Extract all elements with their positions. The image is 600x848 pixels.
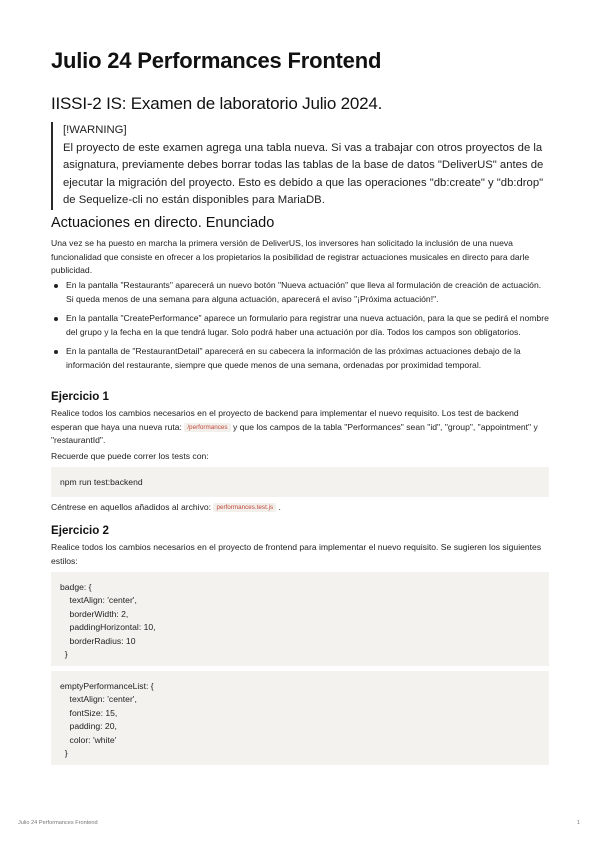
code-line: color: 'white'	[60, 734, 117, 745]
section-heading: Actuaciones en directo. Enunciado	[51, 215, 275, 231]
code-line: paddingHorizontal: 10,	[60, 622, 156, 633]
test-file-inline-code: performances.test.js	[213, 503, 276, 512]
code-line: textAlign: 'center',	[60, 694, 137, 705]
run-tests-paragraph: Recuerde que puede correr los tests con:	[51, 451, 209, 461]
bullet-icon	[54, 317, 58, 321]
code-line: }	[60, 649, 68, 660]
list-item-text: En la pantalla de "RestaurantDetail" aparecerá en su cabecera la información de las próximas actuaciones debajo de la información del restaurante, siempre que quede menos de una semana, ordenadas por proximidad temporal.	[66, 346, 521, 370]
code-line: padding: 20,	[60, 721, 117, 732]
route-inline-code: /performances	[184, 423, 230, 432]
warning-tag: [!WARNING]	[63, 124, 127, 136]
exercise-1-text-a: Realice todos los cambios necesarios en el proyecto de backend para implementar el nuevo requisito. Los test de backend esperan que haya una nueva ruta:	[51, 408, 519, 432]
page-subtitle: IISSI-2 IS: Examen de laboratorio Julio 2024.	[51, 94, 383, 113]
exercise-1-paragraph	[51, 407, 549, 448]
intro-paragraph: Una vez se ha puesto en marcha la primera versión de DeliverUS, los inversores han solicitado la inclusión de una nueva funcionalidad que consiste en ofrecer a los propietarios la posibilidad de registrar actuaciones musicales en directo para darle publicidad.	[51, 238, 530, 276]
list-item	[51, 312, 549, 339]
code-line: }	[60, 748, 68, 759]
bullet-icon	[54, 350, 58, 354]
badge-style-code-block	[51, 572, 549, 666]
page-number: 1	[576, 820, 580, 826]
exercise-2-heading: Ejercicio 2	[51, 524, 110, 537]
command-line: npm run test:backend	[60, 477, 143, 487]
test-file-period: .	[278, 502, 281, 512]
requirements-list	[51, 279, 549, 379]
code-line: fontSize: 15,	[60, 707, 118, 718]
bullet-icon	[54, 284, 58, 288]
code-line: borderRadius: 10	[60, 635, 136, 646]
footer-title: Julio 24 Performances Frontend	[18, 820, 98, 826]
list-item	[51, 345, 549, 372]
warning-text: El proyecto de este examen agrega una tabla nueva. Si vas a trabajar con otros proyectos de la asignatura, previamente debes borrar todas las tablas de la base de datos "DeliverUS" antes de ejecutar la migración del proyecto. Esto es debido a que las operaciones "db:create" y "db:drop" de Sequelize-cli no están disponibles para MariaDB.	[63, 141, 544, 206]
exercise-1-text-b: y que los campos de la tabla "Performances" sean "id", "group", "appointment" y "restaurantId".	[51, 421, 538, 446]
exercise-2-paragraph: Realice todos los cambios necesarios en el proyecto de frontend para implementar el nuevo requisito. Se sugieren los siguientes estilos:	[51, 542, 542, 566]
code-line: emptyPerformanceList: {	[60, 681, 154, 691]
code-line: borderWidth: 2,	[60, 608, 129, 619]
exercise-1-heading: Ejercicio 1	[51, 390, 110, 403]
test-file-paragraph	[51, 501, 549, 515]
test-file-text: Céntrese en aquellos añadidos al archivo:	[51, 502, 212, 512]
code-line: badge: {	[60, 582, 92, 592]
command-code-block	[51, 467, 549, 497]
warning-callout	[51, 122, 548, 210]
code-line: textAlign: 'center',	[60, 595, 137, 606]
page-title: Julio 24 Performances Frontend	[51, 48, 382, 73]
list-item-text: En la pantalla "Restaurants" aparecerá un nuevo botón "Nueva actuación" que lleva al formulación de creación de actuación. Si queda menos de una semana para alguna actuación, aparecerá el aviso "¡Próxima actuación!".	[66, 280, 542, 304]
empty-list-style-code-block	[51, 671, 549, 765]
list-item	[51, 279, 549, 306]
list-item-text: En la pantalla "CreatePerformance" aparece un formulario para registrar una nueva actuación, para la que se pedirá el nombre del grupo y la fecha en la que tendrá lugar. Solo podrá haber una actuación por día. Todos los campos son obligatorios.	[66, 313, 549, 337]
